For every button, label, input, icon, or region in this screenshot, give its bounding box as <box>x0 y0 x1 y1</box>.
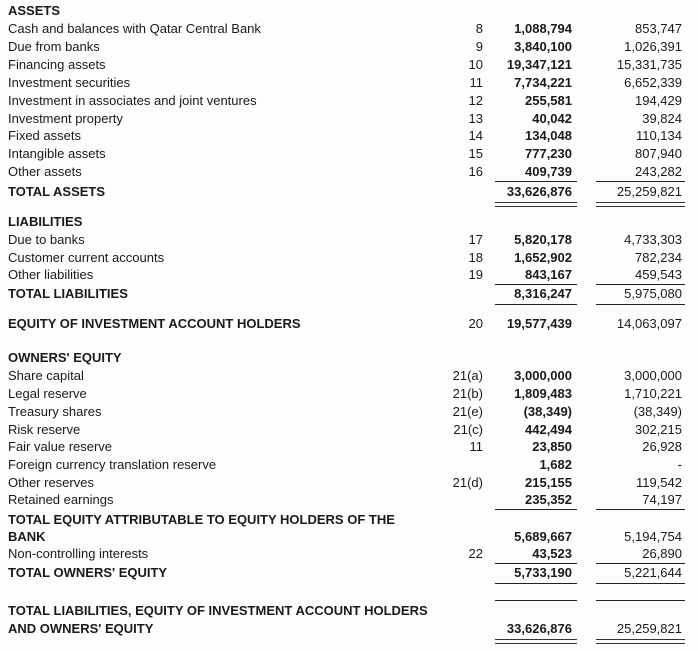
table-row <box>0 56 698 74</box>
current-value: 8,316,247 <box>514 286 572 301</box>
table-row <box>0 491 698 509</box>
grand-total-label-row <box>0 602 698 620</box>
attributable-label-row <box>0 511 698 529</box>
subtotal-rule <box>596 304 685 305</box>
row-label: EQUITY OF INVESTMENT ACCOUNT HOLDERS <box>8 316 301 331</box>
note-ref: 22 <box>468 546 483 561</box>
current-value: 40,042 <box>532 111 572 126</box>
current-value: 843,167 <box>525 267 572 282</box>
note-ref: 21(a) <box>452 368 483 383</box>
table-row <box>0 421 698 439</box>
liabilities-heading-row <box>0 213 698 231</box>
current-value: 1,088,794 <box>514 21 572 36</box>
table-row <box>0 74 698 92</box>
subtotal-rule <box>596 509 685 510</box>
prior-value: 1,026,391 <box>624 39 682 54</box>
prior-value: 459,543 <box>635 267 682 282</box>
total-liabilities-row <box>0 285 698 303</box>
table-row <box>0 474 698 492</box>
note-ref: 10 <box>468 57 483 72</box>
owners-equity-heading-row <box>0 349 698 367</box>
assets-heading-row <box>0 2 698 20</box>
note-ref: 14 <box>468 128 483 143</box>
table-row <box>0 20 698 38</box>
iah-row <box>0 315 698 333</box>
table-row <box>0 249 698 267</box>
note-ref: 12 <box>468 93 483 108</box>
table-row <box>0 385 698 403</box>
prior-value: 302,215 <box>635 422 682 437</box>
current-value: 134,048 <box>525 128 572 143</box>
nci-row <box>0 545 698 563</box>
row-label: Investment property <box>8 111 123 126</box>
attributable-row <box>0 528 698 546</box>
current-value: 215,155 <box>525 475 572 490</box>
row-label: Fair value reserve <box>8 439 113 454</box>
subtotal-rule <box>495 181 577 182</box>
note-ref: 11 <box>469 439 483 454</box>
row-label: Non-controlling interests <box>8 546 149 561</box>
row-label: AND OWNERS' EQUITY <box>8 621 154 636</box>
prior-value: 26,890 <box>642 546 682 561</box>
note-ref: 19 <box>468 267 483 282</box>
table-row <box>0 438 698 456</box>
table-row <box>0 403 698 421</box>
subtotal-rule <box>596 181 685 182</box>
row-label: TOTAL ASSETS <box>8 184 106 199</box>
note-ref: 13 <box>468 111 483 126</box>
row-label: Legal reserve <box>8 386 87 401</box>
current-value: 1,682 <box>539 457 572 472</box>
prior-value: 1,710,221 <box>624 386 682 401</box>
current-value: 43,523 <box>532 546 572 561</box>
row-label: Other assets <box>8 164 82 179</box>
prior-value: 25,259,821 <box>616 184 682 199</box>
prior-value: 5,975,080 <box>624 286 682 301</box>
note-ref: 20 <box>468 316 483 331</box>
row-label: Share capital <box>8 368 84 383</box>
note-ref: 21(d) <box>452 475 483 490</box>
row-label: Intangible assets <box>8 146 106 161</box>
row-label: Investment securities <box>8 75 131 90</box>
total-owners-equity-row <box>0 564 698 582</box>
note-ref: 18 <box>468 250 483 265</box>
current-value: 19,577,439 <box>506 316 572 331</box>
current-value: 442,494 <box>525 422 572 437</box>
current-value: 777,230 <box>525 146 572 161</box>
row-label: Treasury shares <box>8 404 102 419</box>
row-label: Cash and balances with Qatar Central Bank <box>8 21 261 36</box>
prior-value: 26,928 <box>642 439 682 454</box>
row-label: TOTAL EQUITY ATTRIBUTABLE TO EQUITY HOLDERS OF THE <box>8 512 395 527</box>
row-label: TOTAL OWNERS' EQUITY <box>8 565 168 580</box>
row-label: Due from banks <box>8 39 100 54</box>
prior-value: 74,197 <box>642 492 682 507</box>
prior-value: 110,134 <box>635 128 682 143</box>
prior-value: 15,331,735 <box>616 57 682 72</box>
prior-value: 14,063,097 <box>616 316 682 331</box>
subtotal-rule <box>596 600 685 601</box>
row-label: Financing assets <box>8 57 106 72</box>
table-row <box>0 127 698 145</box>
prior-value: 807,940 <box>635 146 682 161</box>
note-ref: 15 <box>468 146 483 161</box>
table-row <box>0 231 698 249</box>
subtotal-rule <box>495 600 577 601</box>
row-label: Fixed assets <box>8 128 81 143</box>
table-row <box>0 163 698 181</box>
table-row <box>0 92 698 110</box>
prior-value: 3,000,000 <box>624 368 682 383</box>
prior-value: 39,824 <box>642 111 682 126</box>
double-rule <box>495 639 577 644</box>
note-ref: 21(c) <box>453 422 483 437</box>
current-value: 5,733,190 <box>514 565 572 580</box>
current-value: 5,820,178 <box>514 232 572 247</box>
prior-value: (38,349) <box>633 404 682 419</box>
prior-value: 243,282 <box>635 164 682 179</box>
total-assets-row <box>0 183 698 201</box>
table-row <box>0 456 698 474</box>
prior-value: 25,259,821 <box>616 621 682 636</box>
current-value: 235,352 <box>525 492 572 507</box>
note-ref: 17 <box>468 232 483 247</box>
row-label: Investment in associates and joint ventures <box>8 93 257 108</box>
current-value: 23,850 <box>532 439 572 454</box>
double-rule <box>495 202 577 207</box>
prior-value: 5,221,644 <box>624 565 682 580</box>
row-label: BANK <box>8 529 46 544</box>
section-heading: ASSETS <box>8 3 61 18</box>
current-value: 7,734,221 <box>514 75 572 90</box>
prior-value: 4,733,303 <box>624 232 682 247</box>
subtotal-rule <box>596 583 685 584</box>
prior-value: 6,652,339 <box>624 75 682 90</box>
double-rule <box>596 639 685 644</box>
table-row <box>0 38 698 56</box>
prior-value: 194,429 <box>635 93 682 108</box>
table-row <box>0 110 698 128</box>
table-row <box>0 145 698 163</box>
current-value: 19,347,121 <box>506 57 572 72</box>
prior-value: - <box>677 457 682 472</box>
current-value: 1,809,483 <box>514 386 572 401</box>
subtotal-rule <box>495 304 577 305</box>
prior-value: 5,194,754 <box>624 529 682 544</box>
section-heading: OWNERS' EQUITY <box>8 350 122 365</box>
row-label: TOTAL LIABILITIES, EQUITY OF INVESTMENT ACCOUNT HOLDERS <box>8 603 428 618</box>
current-value: 33,626,876 <box>506 621 572 636</box>
grand-total-row <box>0 620 698 638</box>
table-row <box>0 367 698 385</box>
note-ref: 21(e) <box>452 404 483 419</box>
current-value: 33,626,876 <box>506 184 572 199</box>
current-value: (38,349) <box>523 404 572 419</box>
prior-value: 853,747 <box>635 21 682 36</box>
row-label: Due to banks <box>8 232 85 247</box>
row-label: Risk reserve <box>8 422 81 437</box>
double-rule <box>596 202 685 207</box>
note-ref: 8 <box>475 21 483 36</box>
current-value: 1,652,902 <box>514 250 572 265</box>
prior-value: 782,234 <box>635 250 682 265</box>
row-label: Foreign currency translation reserve <box>8 457 217 472</box>
current-value: 3,840,100 <box>514 39 572 54</box>
note-ref: 21(b) <box>452 386 483 401</box>
row-label: TOTAL LIABILITIES <box>8 286 128 301</box>
section-heading: LIABILITIES <box>8 214 83 229</box>
current-value: 255,581 <box>525 93 572 108</box>
subtotal-rule <box>495 583 577 584</box>
prior-value: 119,542 <box>635 475 682 490</box>
table-row <box>0 266 698 284</box>
note-ref: 16 <box>468 164 483 179</box>
subtotal-rule <box>495 509 577 510</box>
note-ref: 11 <box>469 75 483 90</box>
row-label: Customer current accounts <box>8 250 165 265</box>
note-ref: 9 <box>475 39 483 54</box>
row-label: Retained earnings <box>8 492 114 507</box>
current-value: 5,689,667 <box>514 529 572 544</box>
row-label: Other liabilities <box>8 267 94 282</box>
current-value: 409,739 <box>525 164 572 179</box>
row-label: Other reserves <box>8 475 94 490</box>
current-value: 3,000,000 <box>514 368 572 383</box>
